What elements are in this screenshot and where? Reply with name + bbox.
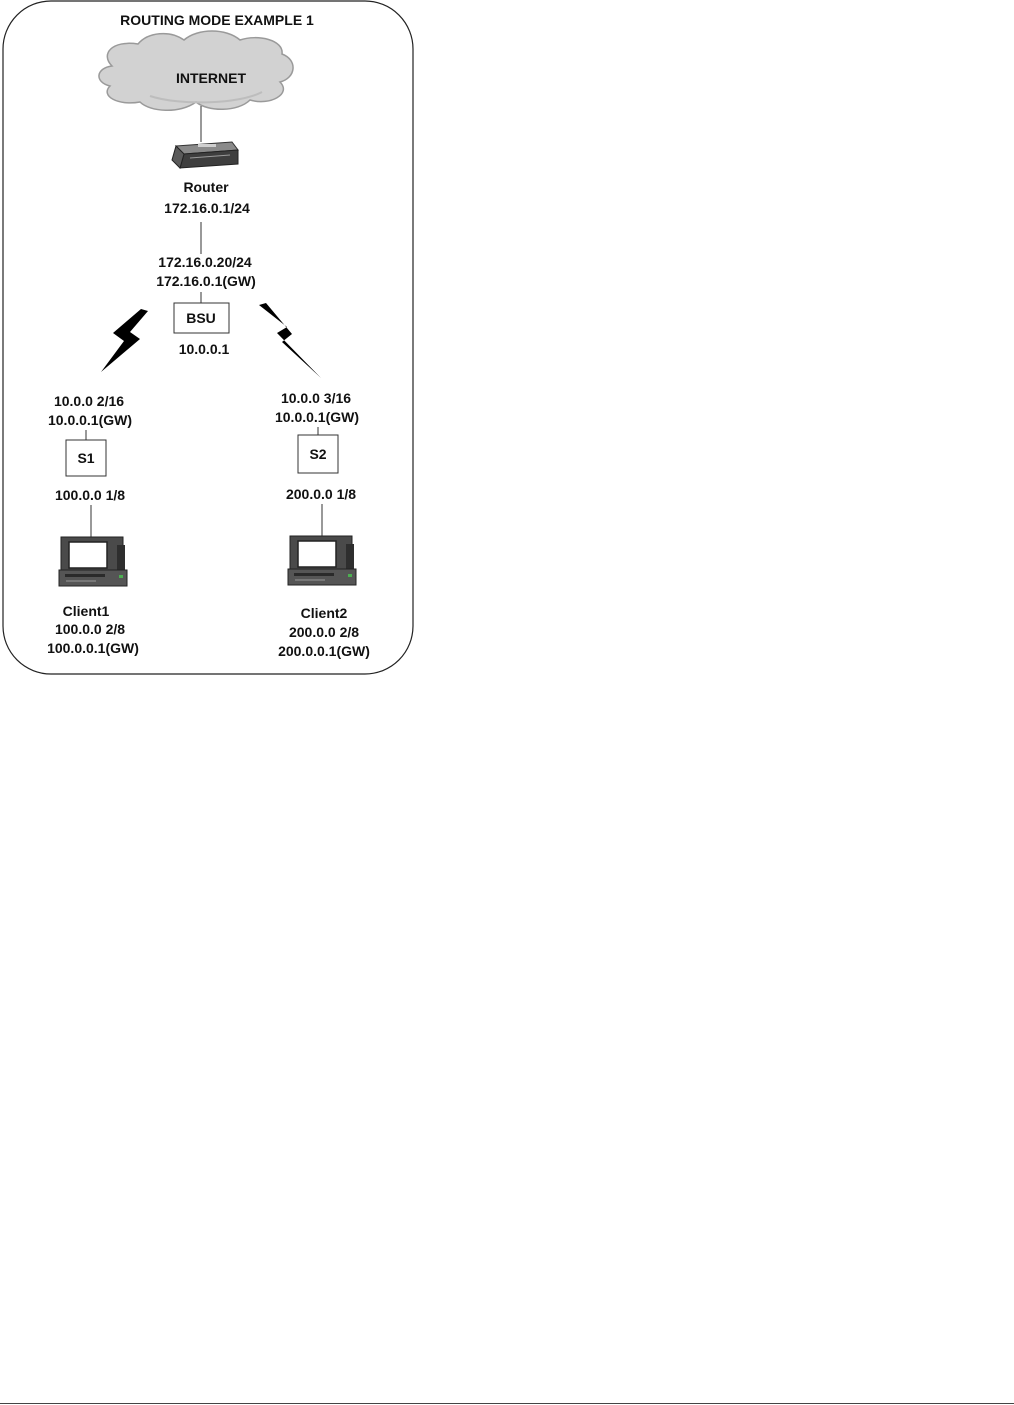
s1-name: S1 <box>77 450 95 466</box>
internet-label: INTERNET <box>176 70 246 86</box>
bsu-wan-ip: 172.16.0.20/24 <box>158 254 252 270</box>
s1-wan-gw: 10.0.0.1(GW) <box>47 412 133 428</box>
s2-name: S2 <box>309 446 327 462</box>
s1-wan-ip: 10.0.0 2/16 <box>53 393 125 409</box>
client1-name: Client1 <box>62 603 110 619</box>
s2-wan-gw: 10.0.0.1(GW) <box>274 409 360 425</box>
client1-ip: 100.0.0 2/8 <box>54 621 126 637</box>
bsu-lan-ip: 10.0.0.1 <box>178 341 230 357</box>
diagram-title: ROUTING MODE EXAMPLE 1 <box>120 12 314 28</box>
bsu-name: BSU <box>186 310 216 326</box>
client2-ip: 200.0.0 2/8 <box>288 624 360 640</box>
s2-lan-ip: 200.0.0 1/8 <box>285 486 357 502</box>
client1-computer-icon <box>59 537 127 586</box>
client2-name: Client2 <box>300 605 348 621</box>
client1-gw: 100.0.0.1(GW) <box>47 640 139 656</box>
router-ip: 172.16.0.1/24 <box>164 200 250 216</box>
page-bottom-rule <box>0 1403 1014 1404</box>
bsu-wan-gw: 172.16.0.1(GW) <box>156 273 256 289</box>
s2-wan-ip: 10.0.0 3/16 <box>280 390 352 406</box>
client2-computer-icon <box>288 536 356 585</box>
router-name: Router <box>183 179 229 195</box>
client2-gw: 200.0.0.1(GW) <box>278 643 370 659</box>
router-icon <box>172 142 238 168</box>
s1-lan-ip: 100.0.0 1/8 <box>54 487 126 503</box>
